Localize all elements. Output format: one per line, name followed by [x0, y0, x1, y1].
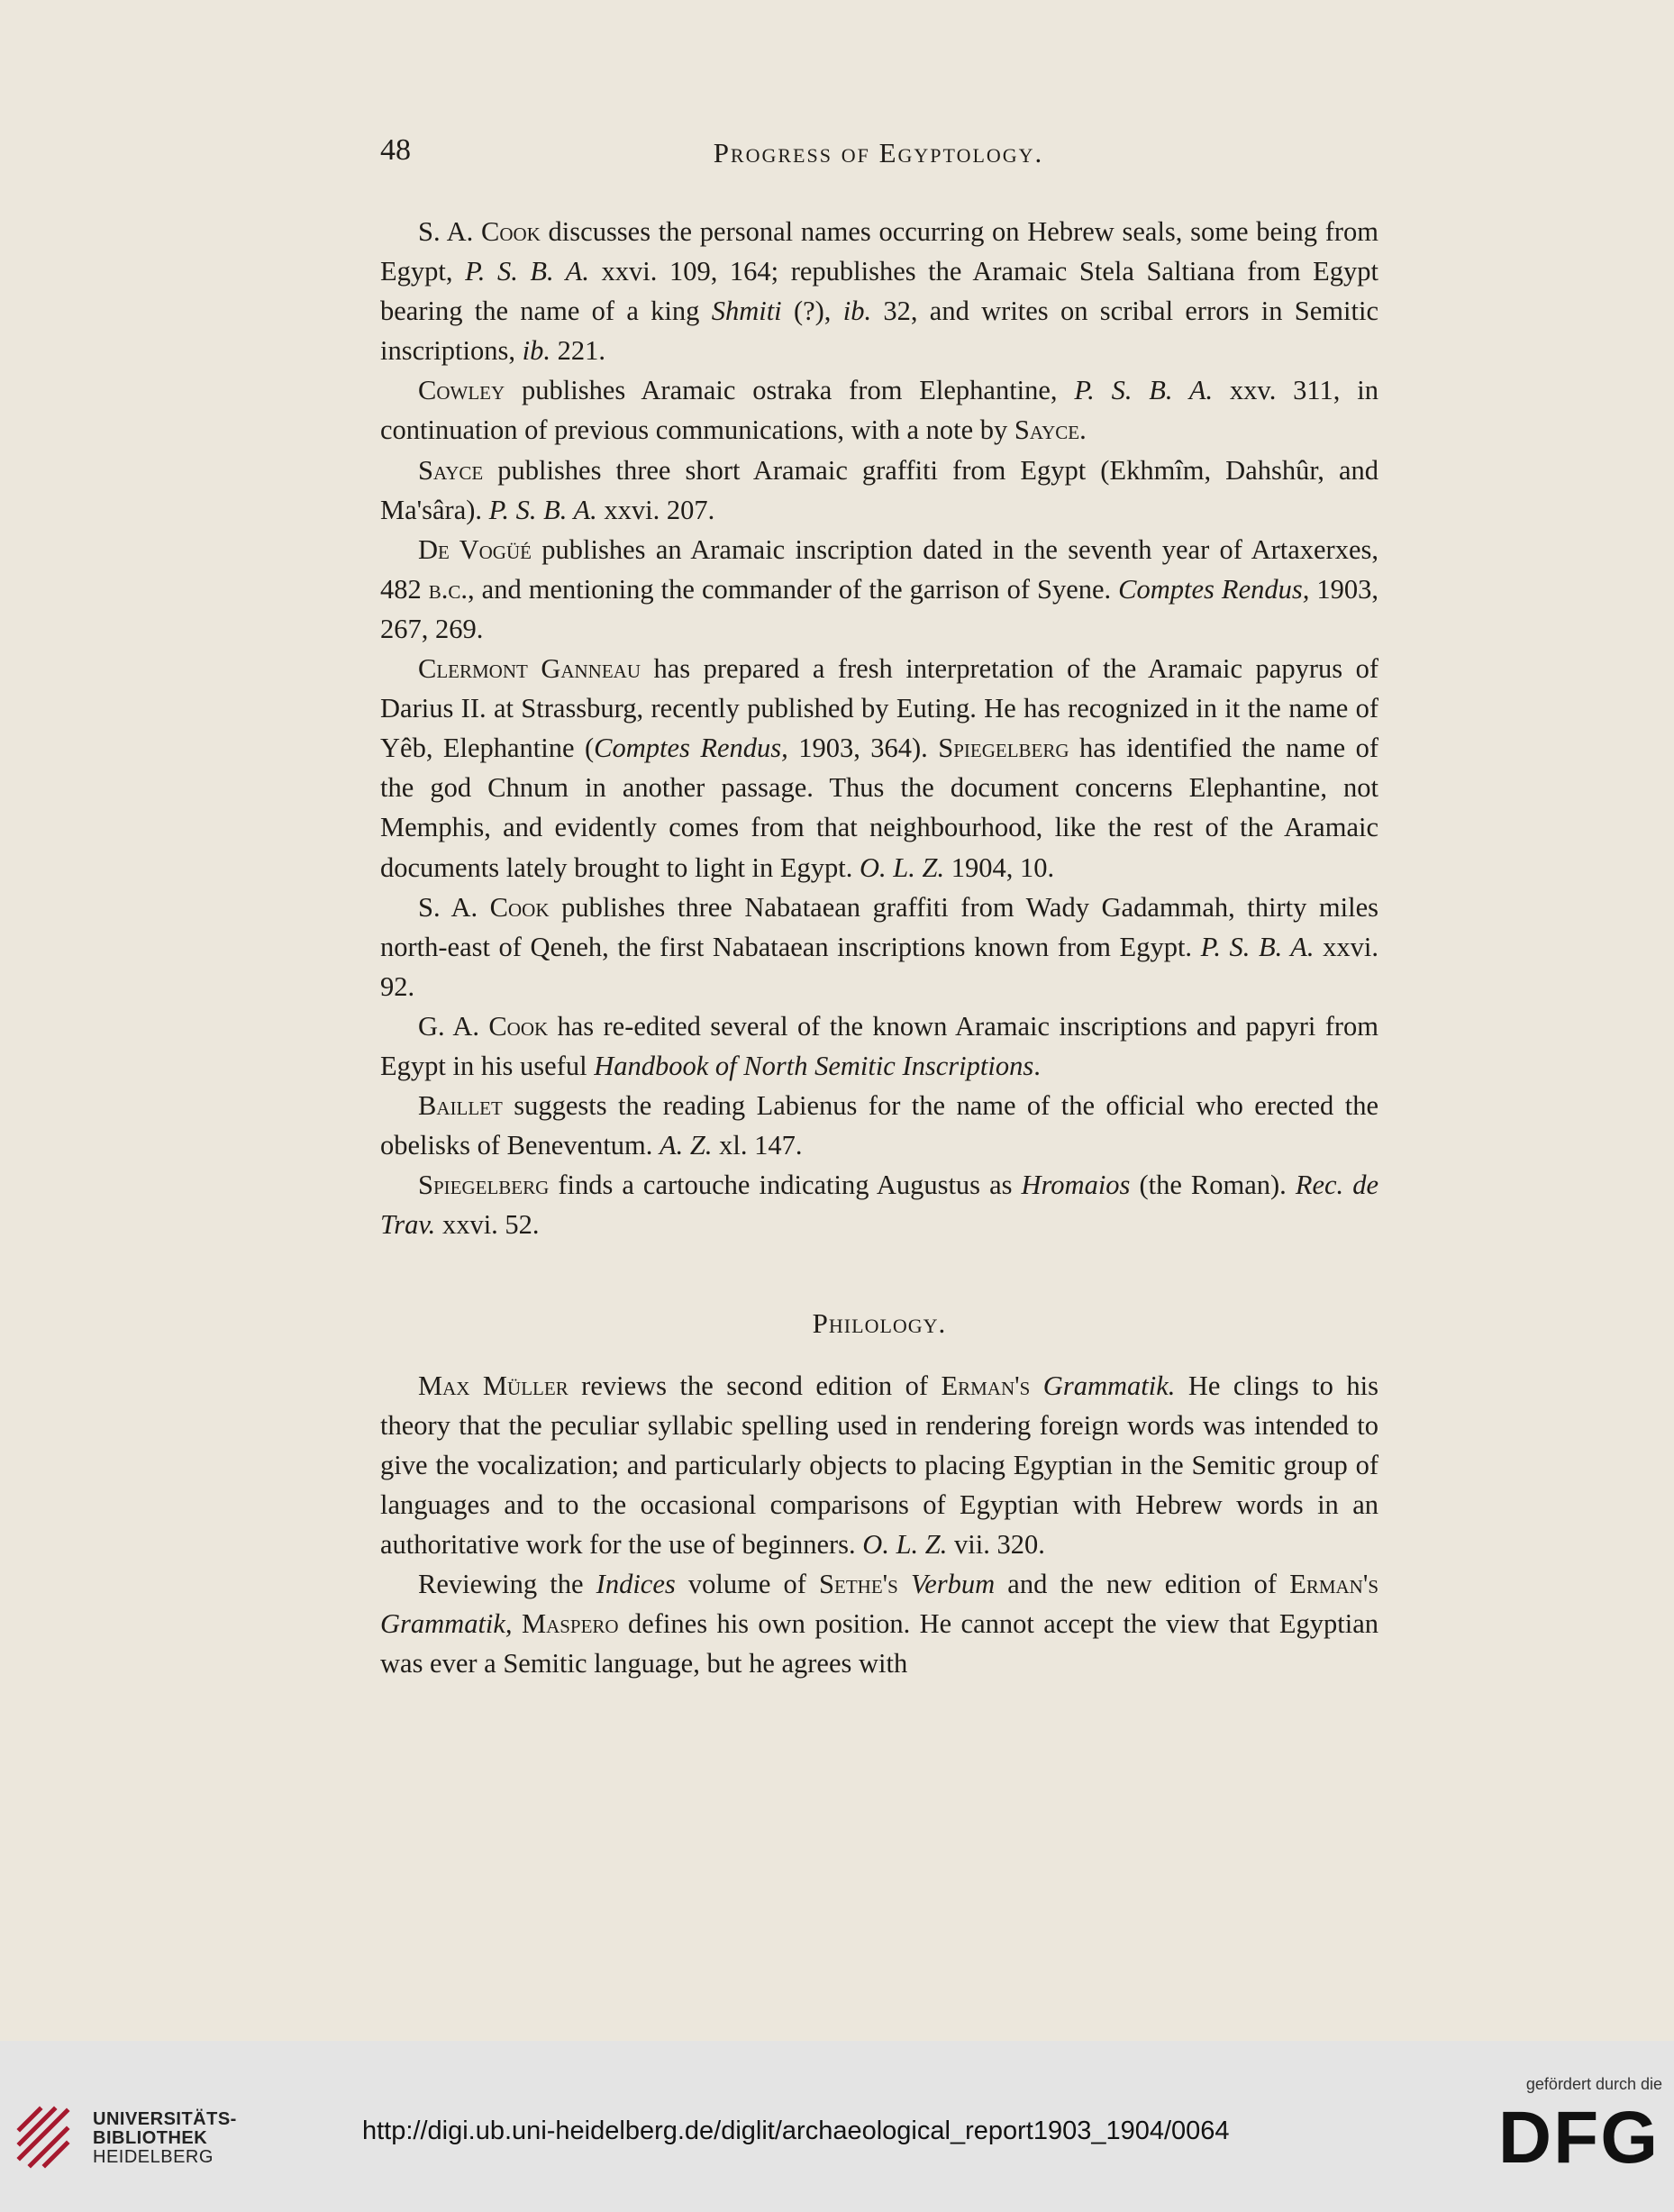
name-small-caps: Sethe's [819, 1569, 898, 1599]
library-name-line-1: UNIVERSITÄTS- [93, 2109, 237, 2129]
dfg-logo-text: DFG [1497, 2101, 1660, 2170]
section-heading: Philology. [812, 1307, 947, 1340]
page-header [380, 133, 1377, 187]
text-run [898, 1569, 911, 1599]
running-head: Progress of Egyptology. [713, 137, 1044, 168]
italic-text: P. S. B. A. [1074, 375, 1214, 406]
sponsor-text: gefördert durch die [1525, 2075, 1662, 2093]
text-run: xxv. 311, in continuation of previous communications, with a note by [380, 375, 1378, 446]
text-run: (?), [781, 296, 843, 327]
italic-text: ib. [842, 296, 872, 327]
library-name [93, 2110, 237, 2167]
name-small-caps: G. A. Cook [418, 1010, 549, 1042]
italic-text: O. L. Z. [862, 1528, 948, 1560]
text-run: xxvi. 92. [380, 931, 1378, 1002]
paragraph [380, 530, 1378, 649]
name-small-caps: Baillet [418, 1090, 503, 1122]
paragraph [380, 649, 1378, 888]
name-small-caps: S. A. Cook [418, 216, 541, 247]
text-run: suggests the reading Labienus for the name of the official who erected the obelisks of Beneventum. [380, 1090, 1378, 1161]
text-run: vii. 320. [947, 1528, 1045, 1560]
name-small-caps: Erman's [1289, 1569, 1379, 1599]
paragraph [380, 1165, 1378, 1244]
text-run: Reviewing the [418, 1569, 596, 1599]
paragraph [380, 370, 1378, 450]
name-small-caps: Sayce [418, 454, 484, 486]
text-run: 221. [550, 335, 605, 367]
text-run: xxvi. 207. [596, 494, 715, 525]
italic-text: Rec. de Trav. [380, 1170, 1378, 1241]
text-run: finds a cartouche indicating Augustus as [549, 1170, 1022, 1201]
body-text [380, 212, 1378, 1683]
text-run: (the Roman). [1130, 1170, 1296, 1201]
text-run: discusses the personal names occurring on Hebrew seals, some being from Egypt, [380, 216, 1378, 287]
italic-text: Comptes Rendus, [594, 733, 788, 764]
name-small-caps: b.c. [428, 573, 469, 605]
text-run: 32, and writes on scribal errors in Semitic inscriptions, [380, 296, 1378, 367]
text-run: publishes three Nabataean graffiti from Wady Gadammah, thirty miles north-east of Qeneh, the first Nabataean inscriptions known from Egypt. [380, 891, 1378, 962]
text-run: has identified the name of the god Chnum in another passage. Thus the document concerns Elephantine, not Memphis, and evidently comes from that neighbourhood, like the rest of the Aramaic documents lately brought to light in Egypt. [380, 733, 1378, 883]
text-run: xxvi. 52. [435, 1209, 540, 1241]
library-name-line-3: HEIDELBERG [93, 2147, 214, 2167]
text-run [513, 1608, 522, 1639]
paragraph [380, 888, 1378, 1006]
name-small-caps: Spiegelberg [938, 733, 1069, 764]
text-run: volume of [675, 1569, 820, 1599]
italic-text: Indices [596, 1569, 676, 1599]
footer-bar [0, 2041, 1674, 2212]
italic-text: Grammatik, [380, 1608, 513, 1640]
italic-text: Shmiti [711, 296, 782, 327]
paragraph [380, 1086, 1378, 1165]
italic-text: O. L. Z. [860, 851, 945, 883]
text-run: 1903, 364). [787, 733, 939, 764]
name-small-caps: Spiegelberg [418, 1170, 550, 1201]
paragraph [380, 1366, 1378, 1564]
text-run: . [1079, 414, 1087, 446]
text-run: . [1033, 1050, 1041, 1081]
name-small-caps: S. A. Cook [418, 891, 550, 923]
library-logo-icon [13, 2102, 76, 2171]
source-url-link[interactable]: http://digi.ub.uni-heidelberg.de/diglit/archaeological_report1903_1904/0064 [362, 2116, 1230, 2145]
text-run: xl. 147. [712, 1130, 803, 1161]
name-small-caps: Sayce [1014, 414, 1080, 446]
text-run: He clings to his theory that the peculiar syllabic spelling used in rendering foreign words was intended to give the vocalization; and particularly objects to placing Egyptian in the Semitic group of languages and to the occasional comparisons of Egyptian with Hebrew words in an authoritative work for the use of beginners. [380, 1370, 1378, 1560]
sponsor [1496, 2075, 1662, 2170]
text-run: 1903, 267, 269. [380, 573, 1378, 644]
italic-text: A. Z. [660, 1130, 713, 1161]
italic-text: P. S. B. A. [1200, 931, 1315, 962]
italic-text: Hromaios [1021, 1170, 1131, 1201]
paragraphs-after-heading [380, 1366, 1378, 1684]
text-run: publishes Aramaic ostraka from Elephantine, [505, 375, 1075, 406]
text-run: publishes three short Aramaic graffiti from Egypt (Ekhmîm, Dahshûr, and Ma'sâra). [380, 454, 1378, 525]
name-small-caps: De Vogüé [418, 533, 532, 565]
name-small-caps: Clermont Ganneau [418, 653, 641, 685]
library-name-line-2: BIBLIOTHEK [93, 2128, 208, 2148]
paragraphs-before-heading [380, 212, 1378, 1244]
italic-text: Grammatik. [1042, 1370, 1176, 1401]
name-small-caps: Cowley [418, 375, 505, 406]
text-run: 1904, 10. [944, 851, 1055, 883]
text-run: , and mentioning the commander of the garrison of Syene. [468, 573, 1119, 605]
italic-text: Comptes Rendus, [1118, 573, 1310, 605]
paragraph [380, 1006, 1378, 1086]
text-run: defines his own position. He cannot accept the view that Egyptian was ever a Semitic language, but he agrees with [380, 1608, 1379, 1679]
name-small-caps: Maspero [521, 1608, 619, 1640]
text-run: has re-edited several of the known Aramaic inscriptions and papyri from Egypt in his useful [380, 1010, 1378, 1081]
paragraph [380, 1564, 1378, 1683]
name-small-caps: Max Müller [418, 1370, 569, 1401]
paragraph [380, 451, 1378, 530]
italic-text: P. S. B. A. [488, 494, 597, 525]
paragraph [380, 212, 1378, 370]
text-run: xxvi. 109, 164; republishes the Aramaic Stela Saltiana from Egypt bearing the name of a king [380, 256, 1378, 327]
text-run: reviews the second edition of [568, 1370, 942, 1401]
text-run [1030, 1370, 1042, 1401]
italic-text: Verbum [910, 1569, 996, 1599]
italic-text: Handbook of North Semitic Inscriptions [594, 1050, 1034, 1081]
dfg-logo-icon [1496, 2101, 1662, 2170]
text-run: has prepared a fresh interpretation of the Aramaic papyrus of Darius II. at Strassburg, recently published by Euting. He has recognized in it the name of Yêb, Elephantine ( [380, 653, 1378, 764]
text-run: and the new edition of [995, 1569, 1290, 1599]
italic-text: ib. [522, 335, 550, 367]
name-small-caps: Erman's [941, 1370, 1031, 1401]
italic-text: P. S. B. A. [465, 256, 589, 287]
text-run: publishes an Aramaic inscription dated in the seventh year of Artaxerxes, 482 [380, 533, 1378, 605]
page-number: 48 [380, 133, 411, 167]
